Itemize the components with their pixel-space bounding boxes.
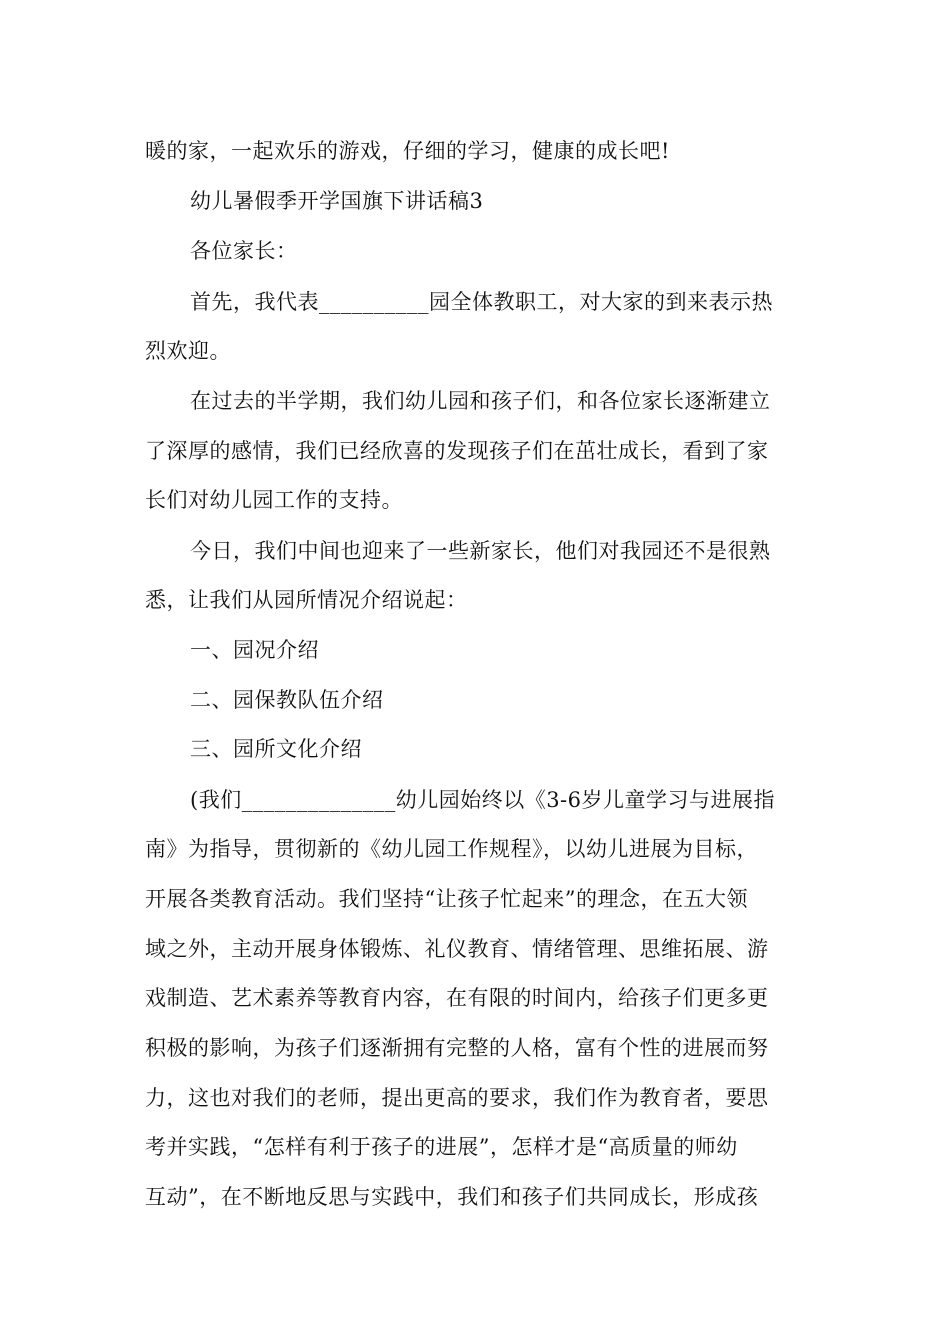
salutation: 各位家长：	[190, 239, 298, 263]
text-line: 在过去的半学期，我们幼儿园和孩子们，和各位家长逐渐建立	[190, 389, 771, 413]
text-line: 长们对幼儿园工作的支持。	[145, 488, 403, 512]
text-line: 开展各类教育活动。我们坚持“让孩子忙起来”的理念，在五大领	[145, 887, 748, 911]
text-line: 互动”，在不断地反思与实践中，我们和孩子们共同成长，形成孩	[145, 1185, 759, 1209]
text-line: 考并实践，“怎样有利于孩子的进展”，怎样才是“高质量的师幼	[145, 1135, 738, 1159]
text-line: 悉，让我们从园所情况介绍说起：	[145, 588, 468, 612]
text-line: 暖的家，一起欢乐的游戏，仔细的学习，健康的成长吧!	[145, 139, 670, 163]
text-line: 戏制造、艺术素养等教育内容，在有限的时间内，给孩子们更多更	[145, 986, 769, 1010]
text-line: 今日，我们中间也迎来了一些新家长，他们对我园还不是很熟	[190, 539, 771, 563]
text-line: (我们______________幼儿园始终以《3-6岁儿童学习与进展指	[190, 788, 776, 812]
text-line: 南》为指导，贯彻新的《幼儿园工作规程》，以幼儿进展为目标，	[145, 837, 758, 861]
text-line: 了深厚的感情，我们已经欣喜的发现孩子们在茁壮成长，看到了家	[145, 439, 769, 463]
text-line: 域之外，主动开展身体锻炼、礼仪教育、情绪管理、思维拓展、游	[145, 937, 769, 961]
section-heading: 幼儿暑假季开学国旗下讲话稿3	[190, 189, 484, 213]
text-line: 首先，我代表__________园全体教职工，对大家的到来表示热	[190, 290, 773, 314]
list-item: 一、园况介绍	[190, 638, 319, 662]
text-line: 力，这也对我们的老师，提出更高的要求，我们作为教育者，要思	[145, 1086, 769, 1110]
list-item: 三、园所文化介绍	[190, 737, 362, 761]
list-item: 二、园保教队伍介绍	[190, 688, 384, 712]
text-line: 积极的影响，为孩子们逐渐拥有完整的人格，富有个性的进展而努	[145, 1036, 769, 1060]
text-line: 烈欢迎。	[145, 339, 231, 363]
